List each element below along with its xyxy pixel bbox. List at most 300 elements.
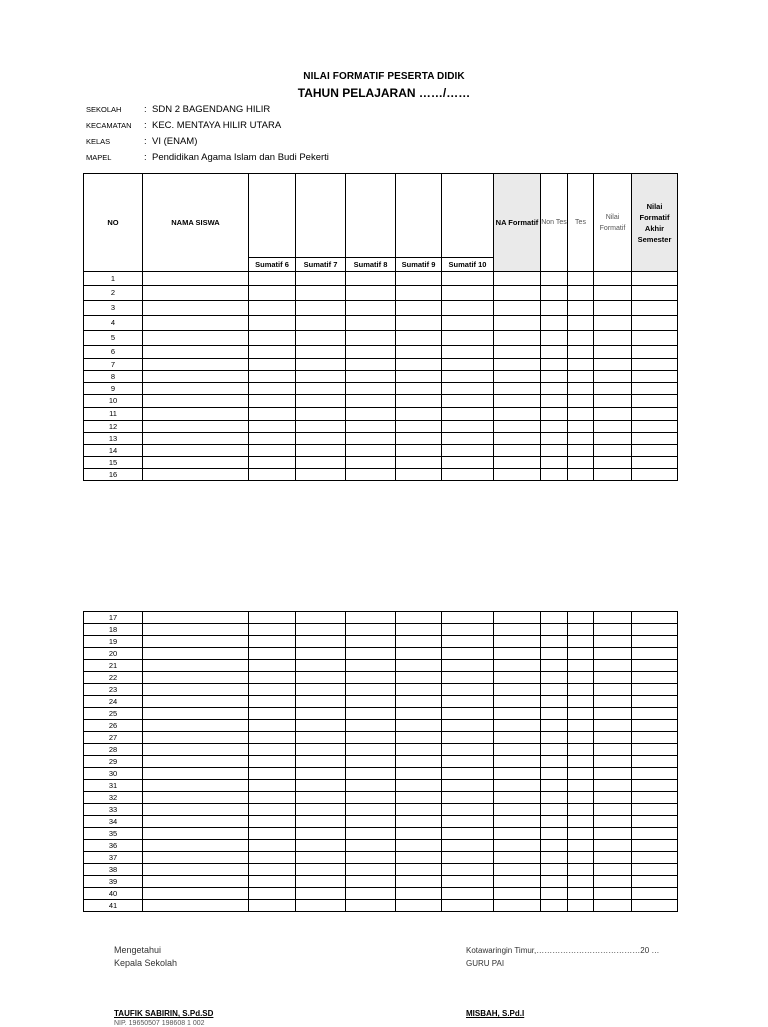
grade-cell[interactable]: [296, 286, 346, 301]
student-name-cell[interactable]: [143, 624, 249, 636]
grade-cell[interactable]: [249, 684, 296, 696]
grade-cell[interactable]: [249, 828, 296, 840]
grade-cell[interactable]: [442, 445, 494, 457]
grade-cell[interactable]: [632, 744, 678, 756]
grade-cell[interactable]: [594, 445, 632, 457]
grade-cell[interactable]: [494, 660, 541, 672]
grade-cell[interactable]: [632, 840, 678, 852]
grade-cell[interactable]: [541, 636, 568, 648]
grade-cell[interactable]: [396, 816, 442, 828]
grade-cell[interactable]: [632, 346, 678, 359]
grade-cell[interactable]: [494, 720, 541, 732]
student-name-cell[interactable]: [143, 286, 249, 301]
grade-cell[interactable]: [442, 852, 494, 864]
grade-cell[interactable]: [396, 804, 442, 816]
grade-cell[interactable]: [494, 696, 541, 708]
grade-cell[interactable]: [442, 792, 494, 804]
grade-cell[interactable]: [249, 876, 296, 888]
grade-cell[interactable]: [568, 840, 594, 852]
grade-cell[interactable]: [541, 408, 568, 421]
grade-cell[interactable]: [568, 395, 594, 408]
grade-cell[interactable]: [442, 301, 494, 316]
grade-cell[interactable]: [494, 371, 541, 383]
grade-cell[interactable]: [346, 900, 396, 912]
grade-cell[interactable]: [568, 359, 594, 371]
grade-cell[interactable]: [396, 792, 442, 804]
grade-cell[interactable]: [568, 720, 594, 732]
grade-cell[interactable]: [249, 672, 296, 684]
grade-cell[interactable]: [346, 272, 396, 286]
grade-cell[interactable]: [296, 624, 346, 636]
grade-cell[interactable]: [594, 648, 632, 660]
grade-cell[interactable]: [494, 636, 541, 648]
grade-cell[interactable]: [396, 272, 442, 286]
grade-cell[interactable]: [632, 395, 678, 408]
grade-cell[interactable]: [296, 457, 346, 469]
grade-cell[interactable]: [249, 888, 296, 900]
grade-cell[interactable]: [442, 708, 494, 720]
grade-cell[interactable]: [442, 331, 494, 346]
grade-cell[interactable]: [541, 744, 568, 756]
grade-cell[interactable]: [541, 648, 568, 660]
grade-cell[interactable]: [594, 636, 632, 648]
grade-cell[interactable]: [541, 316, 568, 331]
grade-cell[interactable]: [541, 433, 568, 445]
grade-cell[interactable]: [494, 708, 541, 720]
grade-cell[interactable]: [541, 708, 568, 720]
grade-cell[interactable]: [594, 612, 632, 624]
grade-cell[interactable]: [568, 888, 594, 900]
grade-cell[interactable]: [568, 346, 594, 359]
grade-cell[interactable]: [249, 660, 296, 672]
grade-cell[interactable]: [568, 756, 594, 768]
grade-cell[interactable]: [249, 301, 296, 316]
grade-cell[interactable]: [249, 648, 296, 660]
grade-cell[interactable]: [541, 383, 568, 395]
grade-cell[interactable]: [594, 331, 632, 346]
grade-cell[interactable]: [568, 864, 594, 876]
grade-cell[interactable]: [594, 624, 632, 636]
grade-cell[interactable]: [568, 648, 594, 660]
grade-cell[interactable]: [296, 301, 346, 316]
student-name-cell[interactable]: [143, 433, 249, 445]
grade-cell[interactable]: [346, 756, 396, 768]
grade-cell[interactable]: [632, 828, 678, 840]
grade-cell[interactable]: [346, 720, 396, 732]
grade-cell[interactable]: [594, 469, 632, 481]
grade-cell[interactable]: [296, 660, 346, 672]
grade-cell[interactable]: [594, 421, 632, 433]
grade-cell[interactable]: [249, 756, 296, 768]
grade-cell[interactable]: [494, 816, 541, 828]
student-name-cell[interactable]: [143, 469, 249, 481]
grade-cell[interactable]: [541, 732, 568, 744]
grade-cell[interactable]: [249, 720, 296, 732]
grade-cell[interactable]: [346, 346, 396, 359]
grade-cell[interactable]: [442, 612, 494, 624]
grade-cell[interactable]: [442, 286, 494, 301]
grade-cell[interactable]: [396, 408, 442, 421]
grade-cell[interactable]: [494, 684, 541, 696]
student-name-cell[interactable]: [143, 660, 249, 672]
grade-cell[interactable]: [541, 768, 568, 780]
grade-cell[interactable]: [541, 469, 568, 481]
grade-cell[interactable]: [494, 780, 541, 792]
grade-cell[interactable]: [568, 421, 594, 433]
grade-cell[interactable]: [541, 900, 568, 912]
grade-cell[interactable]: [346, 301, 396, 316]
grade-cell[interactable]: [396, 744, 442, 756]
grade-cell[interactable]: [541, 804, 568, 816]
grade-cell[interactable]: [541, 286, 568, 301]
grade-cell[interactable]: [541, 852, 568, 864]
grade-cell[interactable]: [346, 672, 396, 684]
grade-cell[interactable]: [541, 272, 568, 286]
grade-cell[interactable]: [541, 612, 568, 624]
student-name-cell[interactable]: [143, 672, 249, 684]
grade-cell[interactable]: [442, 804, 494, 816]
grade-cell[interactable]: [442, 744, 494, 756]
grade-cell[interactable]: [396, 708, 442, 720]
grade-cell[interactable]: [296, 612, 346, 624]
grade-cell[interactable]: [442, 383, 494, 395]
grade-cell[interactable]: [568, 301, 594, 316]
grade-cell[interactable]: [249, 792, 296, 804]
grade-cell[interactable]: [346, 433, 396, 445]
grade-cell[interactable]: [249, 840, 296, 852]
grade-cell[interactable]: [346, 816, 396, 828]
grade-cell[interactable]: [442, 433, 494, 445]
grade-cell[interactable]: [632, 469, 678, 481]
grade-cell[interactable]: [541, 816, 568, 828]
grade-cell[interactable]: [494, 383, 541, 395]
grade-cell[interactable]: [594, 408, 632, 421]
grade-cell[interactable]: [396, 684, 442, 696]
grade-cell[interactable]: [594, 792, 632, 804]
grade-cell[interactable]: [494, 732, 541, 744]
grade-cell[interactable]: [594, 684, 632, 696]
grade-cell[interactable]: [249, 804, 296, 816]
grade-cell[interactable]: [396, 359, 442, 371]
grade-cell[interactable]: [396, 780, 442, 792]
grade-cell[interactable]: [296, 900, 346, 912]
grade-cell[interactable]: [632, 301, 678, 316]
grade-cell[interactable]: [568, 672, 594, 684]
grade-cell[interactable]: [494, 395, 541, 408]
grade-cell[interactable]: [346, 457, 396, 469]
grade-cell[interactable]: [594, 840, 632, 852]
grade-cell[interactable]: [541, 696, 568, 708]
grade-cell[interactable]: [442, 900, 494, 912]
grade-cell[interactable]: [442, 876, 494, 888]
grade-cell[interactable]: [346, 648, 396, 660]
grade-cell[interactable]: [541, 672, 568, 684]
grade-cell[interactable]: [568, 744, 594, 756]
grade-cell[interactable]: [494, 744, 541, 756]
grade-cell[interactable]: [594, 900, 632, 912]
grade-cell[interactable]: [594, 359, 632, 371]
grade-cell[interactable]: [346, 359, 396, 371]
grade-cell[interactable]: [296, 272, 346, 286]
grade-cell[interactable]: [442, 672, 494, 684]
grade-cell[interactable]: [568, 636, 594, 648]
grade-cell[interactable]: [396, 660, 442, 672]
grade-cell[interactable]: [396, 624, 442, 636]
student-name-cell[interactable]: [143, 852, 249, 864]
grade-cell[interactable]: [594, 768, 632, 780]
grade-cell[interactable]: [396, 732, 442, 744]
grade-cell[interactable]: [249, 331, 296, 346]
grade-cell[interactable]: [632, 612, 678, 624]
grade-cell[interactable]: [249, 316, 296, 331]
grade-cell[interactable]: [594, 383, 632, 395]
grade-cell[interactable]: [494, 469, 541, 481]
grade-cell[interactable]: [632, 732, 678, 744]
grade-cell[interactable]: [346, 331, 396, 346]
grade-cell[interactable]: [346, 768, 396, 780]
grade-cell[interactable]: [442, 660, 494, 672]
grade-cell[interactable]: [442, 469, 494, 481]
grade-cell[interactable]: [632, 371, 678, 383]
grade-cell[interactable]: [541, 301, 568, 316]
grade-cell[interactable]: [249, 696, 296, 708]
grade-cell[interactable]: [568, 684, 594, 696]
grade-cell[interactable]: [346, 852, 396, 864]
grade-cell[interactable]: [442, 457, 494, 469]
grade-cell[interactable]: [396, 433, 442, 445]
grade-cell[interactable]: [494, 768, 541, 780]
grade-cell[interactable]: [249, 816, 296, 828]
grade-cell[interactable]: [396, 301, 442, 316]
student-name-cell[interactable]: [143, 445, 249, 457]
grade-cell[interactable]: [541, 780, 568, 792]
grade-cell[interactable]: [494, 316, 541, 331]
student-name-cell[interactable]: [143, 421, 249, 433]
grade-cell[interactable]: [249, 395, 296, 408]
grade-cell[interactable]: [442, 272, 494, 286]
grade-cell[interactable]: [541, 876, 568, 888]
grade-cell[interactable]: [494, 804, 541, 816]
grade-cell[interactable]: [594, 804, 632, 816]
grade-cell[interactable]: [296, 852, 346, 864]
student-name-cell[interactable]: [143, 648, 249, 660]
grade-cell[interactable]: [594, 346, 632, 359]
grade-cell[interactable]: [632, 433, 678, 445]
grade-cell[interactable]: [494, 408, 541, 421]
grade-cell[interactable]: [494, 852, 541, 864]
grade-cell[interactable]: [396, 864, 442, 876]
grade-cell[interactable]: [494, 331, 541, 346]
grade-cell[interactable]: [249, 286, 296, 301]
grade-cell[interactable]: [594, 816, 632, 828]
grade-cell[interactable]: [494, 612, 541, 624]
grade-cell[interactable]: [632, 720, 678, 732]
grade-cell[interactable]: [396, 612, 442, 624]
grade-cell[interactable]: [346, 828, 396, 840]
grade-cell[interactable]: [396, 648, 442, 660]
grade-cell[interactable]: [568, 286, 594, 301]
grade-cell[interactable]: [594, 660, 632, 672]
grade-cell[interactable]: [346, 840, 396, 852]
grade-cell[interactable]: [442, 346, 494, 359]
grade-cell[interactable]: [632, 768, 678, 780]
grade-cell[interactable]: [568, 316, 594, 331]
grade-cell[interactable]: [594, 316, 632, 331]
student-name-cell[interactable]: [143, 331, 249, 346]
grade-cell[interactable]: [594, 852, 632, 864]
grade-cell[interactable]: [442, 888, 494, 900]
grade-cell[interactable]: [296, 331, 346, 346]
grade-cell[interactable]: [494, 876, 541, 888]
grade-cell[interactable]: [541, 792, 568, 804]
grade-cell[interactable]: [568, 792, 594, 804]
grade-cell[interactable]: [296, 371, 346, 383]
grade-cell[interactable]: [346, 469, 396, 481]
grade-cell[interactable]: [296, 708, 346, 720]
grade-cell[interactable]: [541, 828, 568, 840]
grade-cell[interactable]: [541, 840, 568, 852]
grade-cell[interactable]: [346, 696, 396, 708]
grade-cell[interactable]: [632, 445, 678, 457]
grade-cell[interactable]: [296, 792, 346, 804]
student-name-cell[interactable]: [143, 316, 249, 331]
grade-cell[interactable]: [296, 696, 346, 708]
grade-cell[interactable]: [346, 660, 396, 672]
grade-cell[interactable]: [494, 286, 541, 301]
student-name-cell[interactable]: [143, 792, 249, 804]
student-name-cell[interactable]: [143, 876, 249, 888]
grade-cell[interactable]: [541, 421, 568, 433]
grade-cell[interactable]: [249, 433, 296, 445]
grade-cell[interactable]: [346, 612, 396, 624]
grade-cell[interactable]: [346, 888, 396, 900]
grade-cell[interactable]: [632, 696, 678, 708]
grade-cell[interactable]: [568, 612, 594, 624]
grade-cell[interactable]: [594, 780, 632, 792]
grade-cell[interactable]: [296, 804, 346, 816]
grade-cell[interactable]: [494, 792, 541, 804]
grade-cell[interactable]: [442, 316, 494, 331]
grade-cell[interactable]: [249, 852, 296, 864]
grade-cell[interactable]: [296, 445, 346, 457]
grade-cell[interactable]: [632, 900, 678, 912]
grade-cell[interactable]: [296, 744, 346, 756]
grade-cell[interactable]: [346, 804, 396, 816]
grade-cell[interactable]: [568, 331, 594, 346]
grade-cell[interactable]: [494, 433, 541, 445]
grade-cell[interactable]: [396, 828, 442, 840]
student-name-cell[interactable]: [143, 840, 249, 852]
grade-cell[interactable]: [541, 864, 568, 876]
grade-cell[interactable]: [296, 840, 346, 852]
grade-cell[interactable]: [632, 359, 678, 371]
grade-cell[interactable]: [568, 445, 594, 457]
grade-cell[interactable]: [442, 864, 494, 876]
grade-cell[interactable]: [396, 696, 442, 708]
grade-cell[interactable]: [594, 732, 632, 744]
grade-cell[interactable]: [494, 840, 541, 852]
grade-cell[interactable]: [346, 732, 396, 744]
grade-cell[interactable]: [296, 756, 346, 768]
grade-cell[interactable]: [396, 371, 442, 383]
grade-cell[interactable]: [568, 708, 594, 720]
grade-cell[interactable]: [396, 636, 442, 648]
grade-cell[interactable]: [568, 408, 594, 421]
grade-cell[interactable]: [632, 316, 678, 331]
grade-cell[interactable]: [296, 684, 346, 696]
grade-cell[interactable]: [541, 371, 568, 383]
grade-cell[interactable]: [249, 371, 296, 383]
grade-cell[interactable]: [632, 660, 678, 672]
grade-cell[interactable]: [346, 408, 396, 421]
grade-cell[interactable]: [296, 346, 346, 359]
grade-cell[interactable]: [296, 672, 346, 684]
grade-cell[interactable]: [249, 383, 296, 395]
grade-cell[interactable]: [594, 864, 632, 876]
grade-cell[interactable]: [541, 660, 568, 672]
grade-cell[interactable]: [541, 395, 568, 408]
grade-cell[interactable]: [442, 696, 494, 708]
grade-cell[interactable]: [396, 720, 442, 732]
grade-cell[interactable]: [442, 359, 494, 371]
grade-cell[interactable]: [632, 672, 678, 684]
grade-cell[interactable]: [541, 331, 568, 346]
student-name-cell[interactable]: [143, 732, 249, 744]
grade-cell[interactable]: [396, 768, 442, 780]
grade-cell[interactable]: [541, 888, 568, 900]
grade-cell[interactable]: [442, 768, 494, 780]
grade-cell[interactable]: [494, 359, 541, 371]
grade-cell[interactable]: [249, 636, 296, 648]
grade-cell[interactable]: [494, 648, 541, 660]
grade-cell[interactable]: [442, 371, 494, 383]
grade-cell[interactable]: [632, 864, 678, 876]
grade-cell[interactable]: [594, 433, 632, 445]
grade-cell[interactable]: [296, 469, 346, 481]
grade-cell[interactable]: [568, 457, 594, 469]
grade-cell[interactable]: [632, 852, 678, 864]
grade-cell[interactable]: [632, 792, 678, 804]
grade-cell[interactable]: [632, 624, 678, 636]
grade-cell[interactable]: [594, 696, 632, 708]
grade-cell[interactable]: [396, 331, 442, 346]
grade-cell[interactable]: [396, 316, 442, 331]
grade-cell[interactable]: [632, 457, 678, 469]
grade-cell[interactable]: [568, 852, 594, 864]
student-name-cell[interactable]: [143, 612, 249, 624]
grade-cell[interactable]: [296, 720, 346, 732]
grade-cell[interactable]: [442, 648, 494, 660]
student-name-cell[interactable]: [143, 272, 249, 286]
grade-cell[interactable]: [249, 732, 296, 744]
grade-cell[interactable]: [249, 346, 296, 359]
grade-cell[interactable]: [346, 286, 396, 301]
grade-cell[interactable]: [541, 346, 568, 359]
grade-cell[interactable]: [541, 445, 568, 457]
grade-cell[interactable]: [296, 780, 346, 792]
grade-cell[interactable]: [249, 708, 296, 720]
student-name-cell[interactable]: [143, 708, 249, 720]
grade-cell[interactable]: [296, 316, 346, 331]
grade-cell[interactable]: [249, 445, 296, 457]
grade-cell[interactable]: [594, 272, 632, 286]
student-name-cell[interactable]: [143, 900, 249, 912]
grade-cell[interactable]: [568, 272, 594, 286]
grade-cell[interactable]: [249, 612, 296, 624]
grade-cell[interactable]: [346, 445, 396, 457]
student-name-cell[interactable]: [143, 408, 249, 421]
grade-cell[interactable]: [594, 888, 632, 900]
